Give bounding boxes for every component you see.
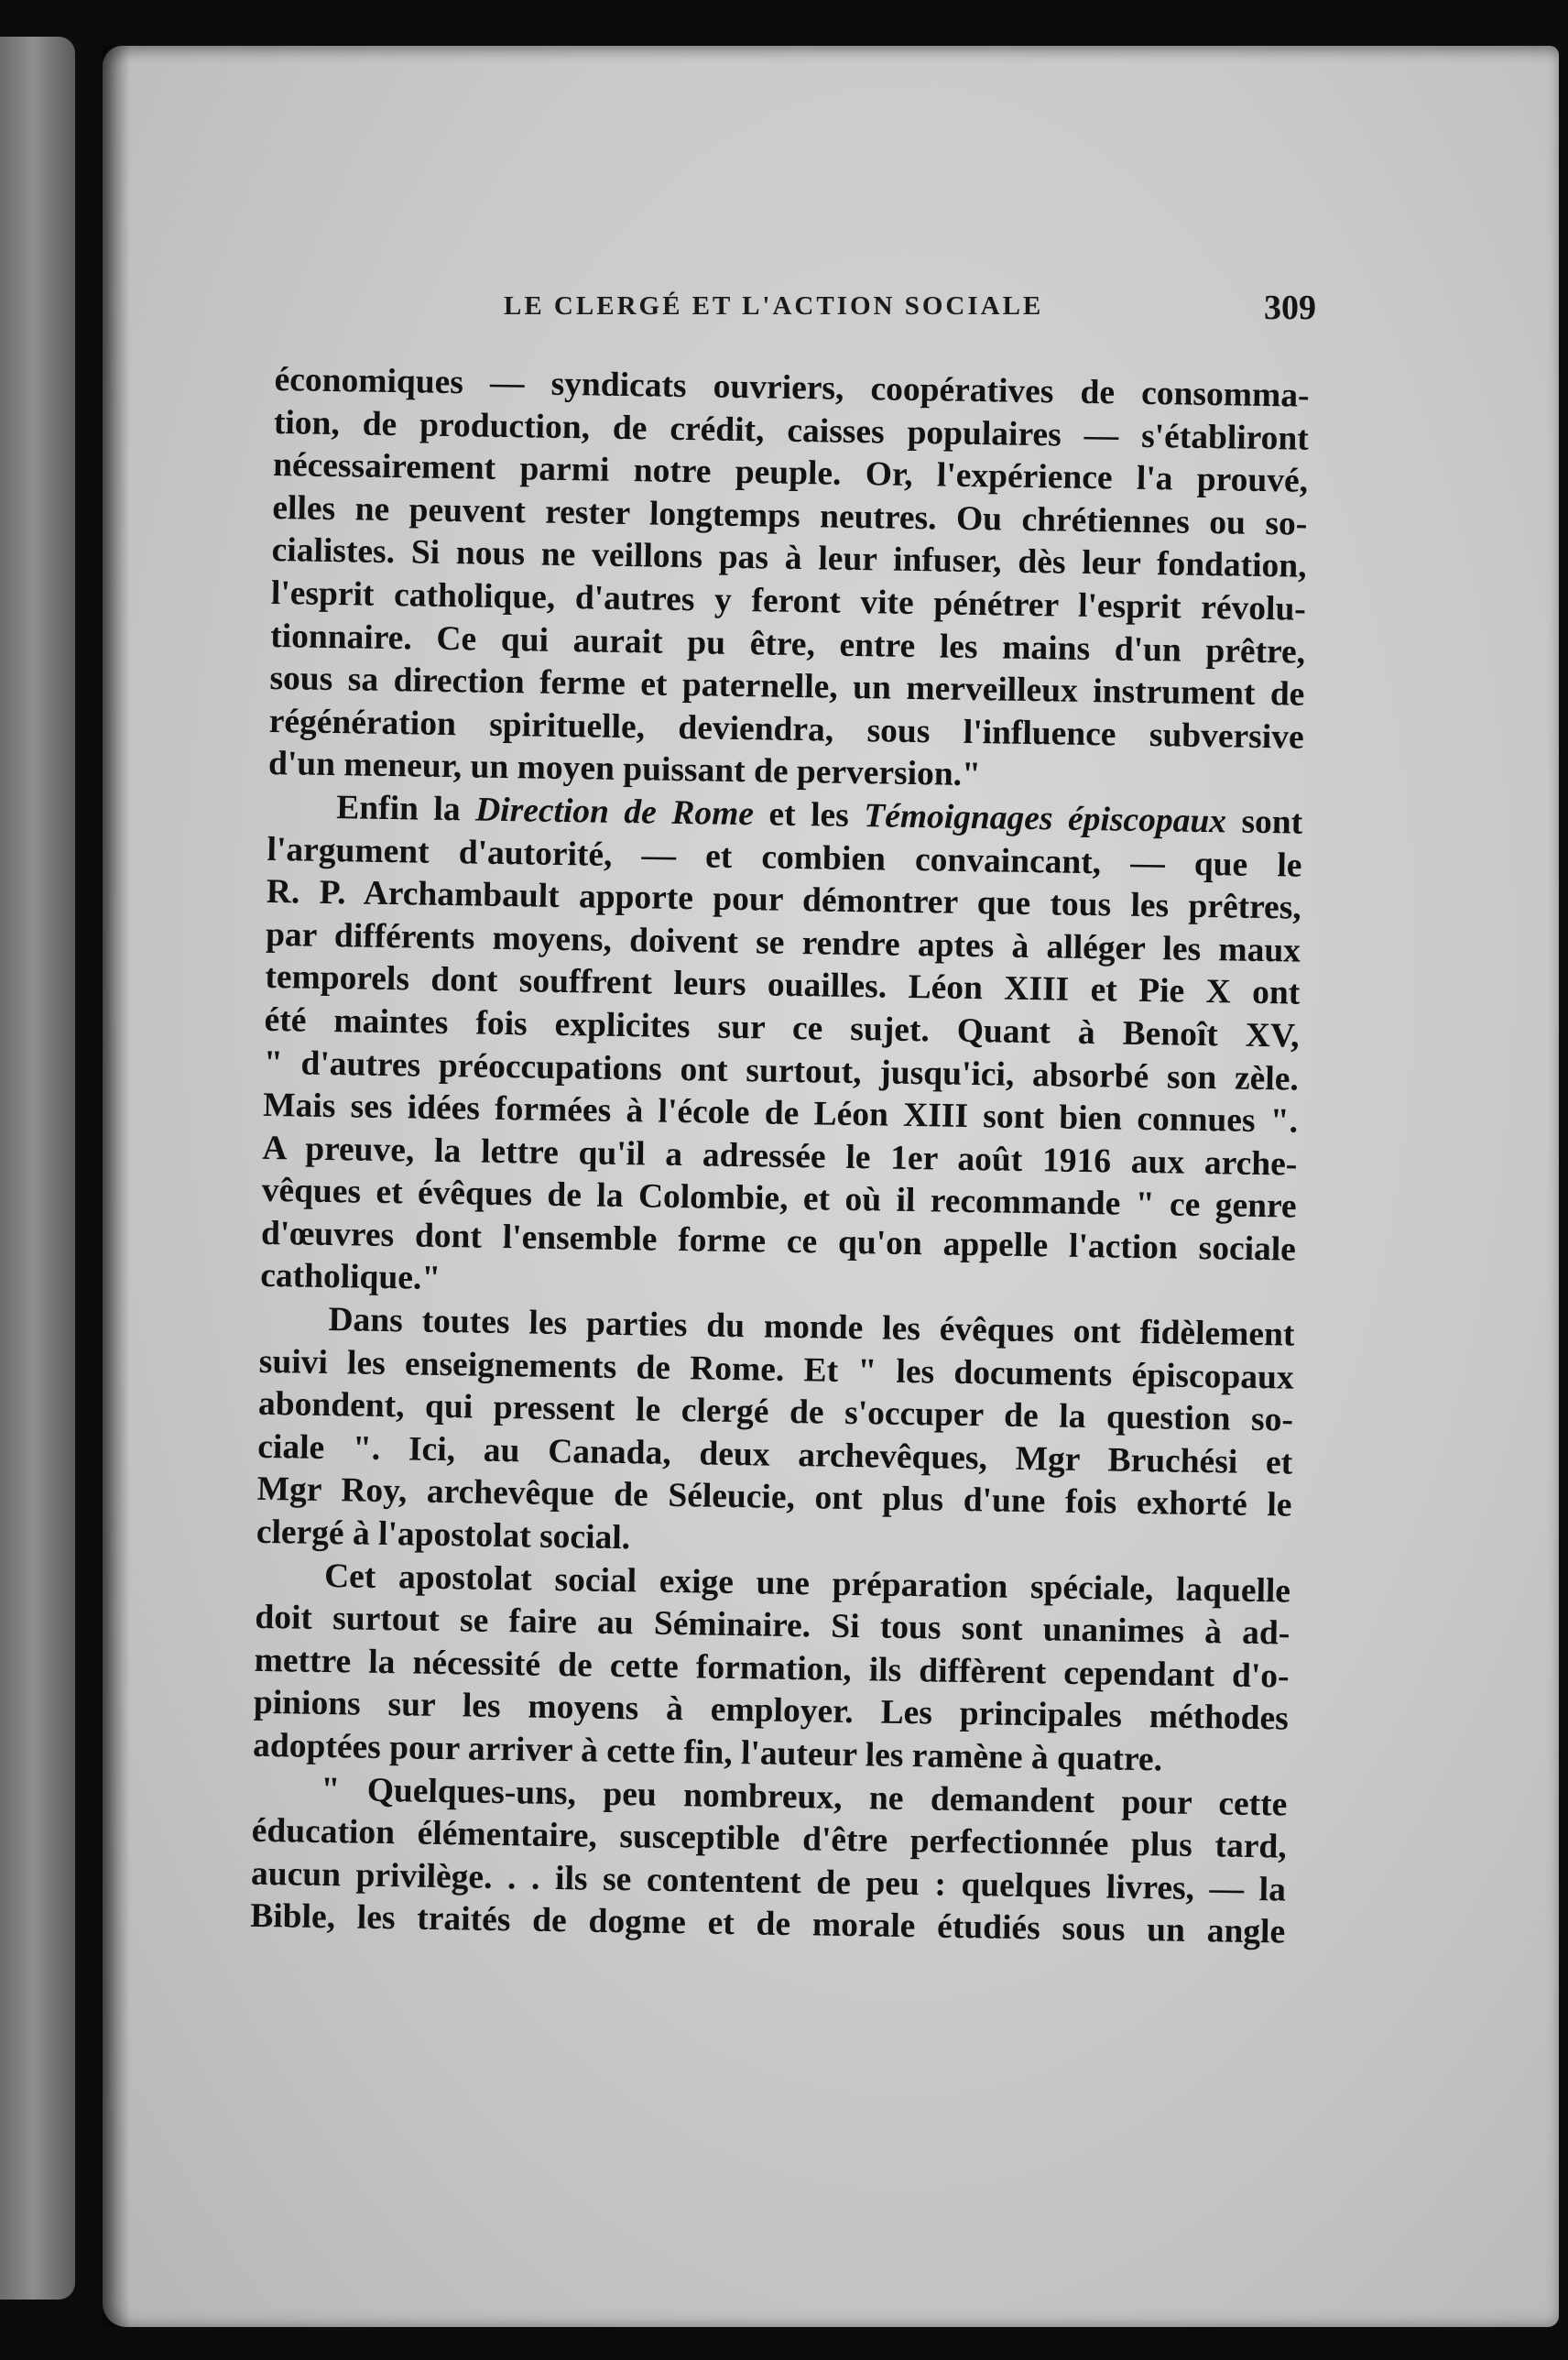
- text-line: doit surtout se faire au Séminaire. Si tous sont unanimes à ad-: [255, 1599, 1290, 1653]
- text-line: cialistes. Si nous ne veillons pas à leur infuser, dès leur fondation,: [271, 531, 1307, 586]
- text-line: nécessairement parmi notre peuple. Or, l'expérience l'a prouvé,: [272, 446, 1309, 500]
- text-line: d'un meneur, un moyen puissant de perversion.": [267, 745, 982, 794]
- text-line: clergé à l'apostolat social.: [256, 1513, 631, 1557]
- text-line: aucun privilège. . . ils se contentent de peu : quelques livres, — la: [250, 1854, 1287, 1909]
- text-line: tion, de production, de crédit, caisses populaires — s'établiront: [273, 403, 1310, 458]
- text-line: ciale ". Ici, au Canada, deux archevêques, Mgr Bruchési et: [257, 1427, 1293, 1482]
- text-line: éducation élémentaire, susceptible d'être perfectionnée plus tard,: [251, 1811, 1287, 1866]
- line-segment: Enfin la: [335, 789, 476, 829]
- text-line: " d'autres préoccupations ont surtout, jusqu'ici, absorbé son zèle.: [263, 1043, 1300, 1098]
- text-line: Dans toutes les parties du monde les évêques ont fidèlement: [328, 1301, 1295, 1354]
- text-line: économiques — syndicats ouvriers, coopératives de consomma-: [274, 360, 1310, 415]
- text-line: mettre la nécessité de cette formation, ils diffèrent cependant d'o-: [254, 1641, 1290, 1696]
- text-line: elles ne peuvent rester longtemps neutres. Ou chrétiennes ou so-: [272, 488, 1308, 543]
- running-head: LE CLERGÉ ET L'ACTION SOCIALE: [504, 291, 1044, 321]
- text-line: catholique.": [259, 1257, 441, 1298]
- body-text: [250, 359, 1310, 1955]
- text-line: suivi les enseignements de Rome. Et " les documents épiscopaux: [258, 1342, 1294, 1397]
- line-segment: et les: [753, 795, 865, 836]
- text-line: tionnaire. Ce qui aurait pu être, entre les mains d'un prêtre,: [269, 617, 1306, 672]
- italic-title: Témoignages épiscopaux: [864, 797, 1227, 841]
- text-line: A preuve, la lettre qu'il a adressée le 1er août 1916 aux arche-: [262, 1129, 1298, 1184]
- text-line: Cet apostolat social exige une préparation spéciale, laquelle: [323, 1557, 1291, 1611]
- text-line: l'esprit catholique, d'autres y feront vite pénétrer l'esprit révolu-: [270, 574, 1307, 628]
- text-line: adoptées pour arriver à cette fin, l'auteur les ramène à quatre.: [252, 1726, 1163, 1779]
- text-line: été maintes fois explicites sur ce sujet. Quant à Benoît XV,: [264, 1000, 1300, 1055]
- italic-title: Direction de Rome: [474, 791, 755, 834]
- text-line: Mgr Roy, archevêque de Séleucie, ont plus d'une fois exhorté le: [256, 1470, 1292, 1525]
- text-line: Mais ses idées formées à l'école de Léon XIII sont bien connues ".: [262, 1086, 1299, 1141]
- text-line: l'argument d'autorité, — et combien convaincant, — que le: [267, 830, 1302, 885]
- text-line: d'œuvres dont l'ensemble forme ce qu'on appelle l'action sociale: [260, 1214, 1297, 1269]
- page-number: 309: [1264, 289, 1316, 327]
- text-line: vêques et évêques de la Colombie, et où il recommande " ce genre: [261, 1172, 1297, 1226]
- text-line: Bible, les traités de dogme et de morale étudiés sous un angle: [249, 1897, 1286, 1951]
- line-segment: sont: [1225, 803, 1303, 842]
- text-line: abondent, qui pressent le clergé de s'occuper de la question so-: [257, 1385, 1294, 1439]
- text-line: temporels dont souffrent leurs ouailles. Léon XIII et Pie X ont: [265, 958, 1301, 1012]
- text-line: R. P. Archambault apporte pour démontrer que tous les prêtres,: [266, 873, 1302, 927]
- text-line: régénération spirituelle, deviendra, sous l'influence subversive: [268, 702, 1304, 757]
- previous-page-edge: [0, 37, 75, 2300]
- text-line: sous sa direction ferme et paternelle, un merveilleux instrument de: [269, 660, 1305, 714]
- gutter-shadow: [103, 46, 130, 2327]
- text-line: " Quelques-uns, peu nombreux, ne demandent pour cette: [321, 1770, 1288, 1824]
- text-line: par différents moyens, doivent se rendre aptes à alléger les maux: [265, 915, 1301, 970]
- text-line: pinions sur les moyens à employer. Les principales méthodes: [253, 1684, 1290, 1738]
